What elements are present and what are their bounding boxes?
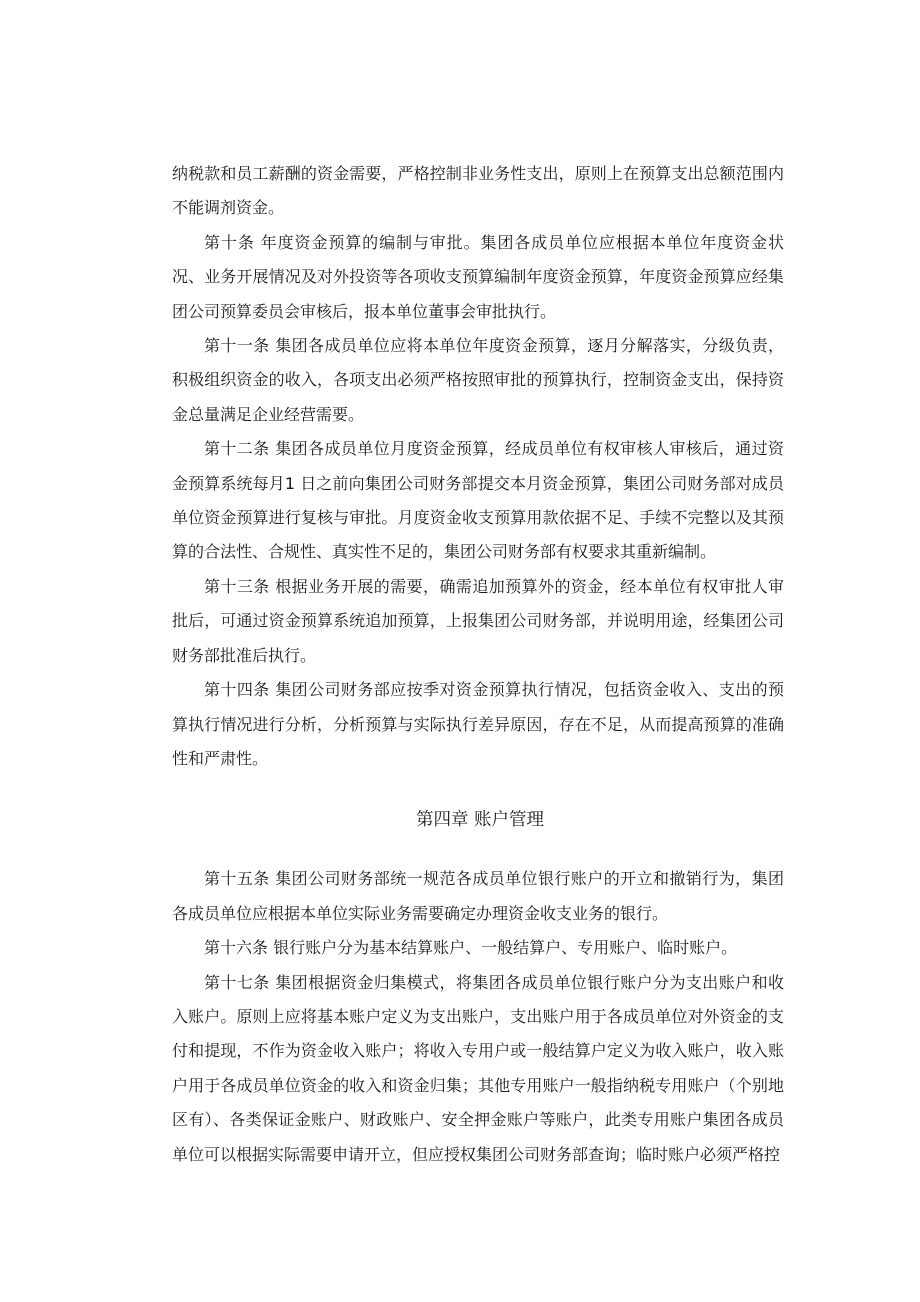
paragraph-article-17: 第十七条 集团根据资金归集模式，将集团各成员单位银行账户分为支出账户和收入账户。原则上应将基本账户定义为支出账户，支出账户用于各成员单位对外资金的支付和提现，不作为资金收入账户；将收入专用户或一般结算户定义为收入账户，收入账户用于各成员单位资金的收入和资金归集；其他专用账户一般指纳税专用账户（个别地区有）、各类保证金账户、财政账户、安全押金账户等账户，此类专用账户集团各成员单位可以根据实际需要申请开立，但应授权集团公司财务部查询；临时账户必须严格控 xyxy=(172,972,784,1164)
document-page xyxy=(172,157,784,1172)
paragraph-article-15: 第十五条 集团公司财务部统一规范各成员单位银行账户的开立和撤销行为，集团各成员单位应根据本单位实际业务需要确定办理资金收支业务的银行。 xyxy=(172,869,784,923)
paragraph-article-12: 第十二条 集团各成员单位月度资金预算，经成员单位有权审核人审核后，通过资金预算系统每月1 日之前向集团公司财务部提交本月资金预算，集团公司财务部对成员单位资金预算进行复核与审批。月度资金收支预算用款依据不足、手续不完整以及其预算的合法性、合规性、真实性不足的，集团公司财务部有权要求其重新编制。 xyxy=(172,439,784,562)
paragraph-article-13: 第十三条 根据业务开展的需要，确需追加预算外的资金，经本单位有权审批人审批后，可通过资金预算系统追加预算，上报集团公司财务部，并说明用途，经集团公司财务部批准后执行。 xyxy=(172,576,784,665)
paragraph-article-16: 第十六条 银行账户分为基本结算账户、一般结算户、专用账户、临时账户。 xyxy=(204,938,738,958)
paragraph-article-10: 第十条 年度资金预算的编制与审批。集团各成员单位应根据本单位年度资金状况、业务开展情况及对外投资等各项收支预算编制年度资金预算，年度资金预算应经集团公司预算委员会审核后，报本单位董事会审批执行。 xyxy=(172,232,784,321)
paragraph-article-14: 第十四条 集团公司财务部应按季对资金预算执行情况，包括资金收入、支出的预算执行情况进行分析，分析预算与实际执行差异原因，存在不足，从而提高预算的准确性和严肃性。 xyxy=(172,680,784,768)
paragraph-continuation: 纳税款和员工薪酬的资金需要，严格控制非业务性支出，原则上在预算支出总额范围内不能调剂资金。 xyxy=(172,164,784,218)
chapter-heading: 第四章 账户管理 xyxy=(415,810,545,831)
paragraph-article-11: 第十一条 集团各成员单位应将本单位年度资金预算，逐月分解落实，分级负责，积极组织资金的收入，各项支出必须严格按照审批的预算执行，控制资金支出，保持资金总量满足企业经营需要。 xyxy=(172,336,784,424)
